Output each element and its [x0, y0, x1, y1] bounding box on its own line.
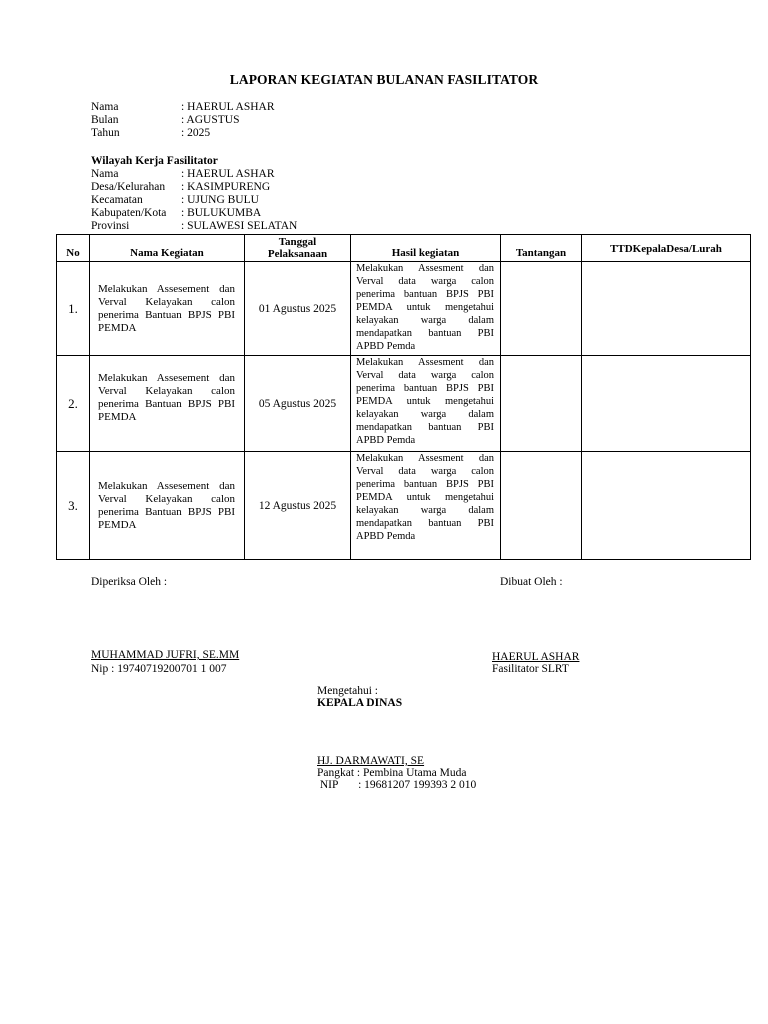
header-tantangan	[501, 235, 582, 262]
row-ttd	[582, 356, 751, 452]
identity-block	[91, 101, 275, 140]
work-area-label: Provinsi	[91, 220, 130, 232]
row-nama-text: Melakukan Assesement dan Verval Kelayakan calon penerima Bantuan BPJS PBI PEMDA	[98, 479, 235, 531]
identity-label: Tahun	[91, 127, 120, 139]
row-ttd	[582, 452, 751, 560]
row-nama-text: Melakukan Assesement dan Verval Kelayakan calon penerima Bantuan BPJS PBI PEMDA	[98, 371, 235, 423]
header-hasil	[351, 235, 501, 262]
table-row	[57, 452, 751, 560]
work-area-label: Kecamatan	[91, 194, 143, 206]
dibuat-name: HAERUL ASHAR	[492, 651, 580, 663]
diperiksa-nip: Nip : 19740719200701 1 007	[91, 663, 227, 675]
mengetahui-label: Mengetahui :	[317, 685, 378, 697]
work-area-label: Kabupaten/Kota	[91, 207, 167, 219]
work-area-value: : SULAWESI SELATAN	[181, 220, 298, 232]
header-tanggal-line1: Tanggal	[278, 236, 317, 248]
row-nama-text: Melakukan Assesement dan Verval Kelayakan calon penerima Bantuan BPJS PBI PEMDA	[98, 282, 235, 334]
table-header-row	[57, 235, 751, 262]
header-ttd-label: TTDKepalaDesa/Lurah	[610, 242, 722, 255]
row-no: 1.	[57, 262, 90, 356]
work-area-row	[91, 207, 297, 220]
dibuat-label: Dibuat Oleh :	[500, 576, 563, 588]
work-area-value: : KASIMPURENG	[181, 181, 271, 193]
row-tanggal: 05 Agustus 2025	[245, 356, 351, 452]
row-hasil	[351, 452, 501, 560]
header-ttd	[582, 235, 751, 262]
row-nama-kegiatan	[90, 356, 245, 452]
header-tanggal-line2: Pelaksanaan	[267, 248, 328, 260]
work-area-value: : UJUNG BULU	[181, 194, 259, 206]
work-area-heading: Wilayah Kerja Fasilitator	[91, 155, 218, 167]
header-no-label: No	[66, 247, 80, 259]
header-nama-kegiatan	[90, 235, 245, 262]
row-tanggal: 01 Agustus 2025	[245, 262, 351, 356]
report-title: LAPORAN KEGIATAN BULANAN FASILITATOR	[229, 72, 539, 87]
mengetahui-name: HJ. DARMAWATI, SE	[317, 755, 425, 767]
row-tantangan	[501, 356, 582, 452]
work-area-value: : HAERUL ASHAR	[181, 168, 275, 180]
work-area-block	[91, 155, 297, 233]
row-hasil-text: Melakukan Assesment dan Verval data warga calon penerima bantuan BPJS PBI PEMDA untuk mengetahui kelayakan warga dalam mendapatkan bantuan PBI APBD Pemda	[356, 263, 494, 352]
header-tanggal	[245, 235, 351, 262]
identity-row-nama	[91, 101, 275, 114]
header-hasil-label: Hasil kegiatan	[391, 247, 460, 259]
identity-row-tahun	[91, 127, 275, 140]
identity-row-bulan	[91, 114, 275, 127]
work-area-label: Desa/Kelurahan	[91, 181, 166, 193]
header-tantangan-label: Tantangan	[515, 247, 567, 259]
row-no: 3.	[57, 452, 90, 560]
row-no: 2.	[57, 356, 90, 452]
row-nama-kegiatan	[90, 262, 245, 356]
row-ttd	[582, 262, 751, 356]
row-hasil-text: Melakukan Assesment dan Verval data warga calon penerima bantuan BPJS PBI PEMDA untuk mengetahui kelayakan warga dalam mendapatkan bantuan PBI APBD Pemda	[356, 357, 494, 446]
row-tantangan	[501, 452, 582, 560]
identity-value: : HAERUL ASHAR	[181, 101, 275, 113]
identity-value: : AGUSTUS	[181, 114, 240, 126]
row-tanggal: 12 Agustus 2025	[245, 452, 351, 560]
activity-table	[56, 234, 751, 560]
table-row	[57, 262, 751, 356]
work-area-row	[91, 220, 297, 233]
identity-label: Nama	[91, 101, 119, 113]
dibuat-role: Fasilitator SLRT	[492, 663, 569, 675]
row-hasil	[351, 356, 501, 452]
diperiksa-name: MUHAMMAD JUFRI, SE.MM	[91, 649, 240, 661]
mengetahui-nip: NIP : 19681207 199393 2 010	[317, 779, 477, 791]
row-hasil-text: Melakukan Assesment dan Verval data warga calon penerima bantuan BPJS PBI PEMDA untuk mengetahui kelayakan warga dalam mendapatkan bantuan PBI APBD Pemda	[356, 453, 494, 542]
row-hasil	[351, 262, 501, 356]
mengetahui-pangkat: Pangkat : Pembina Utama Muda	[317, 767, 467, 779]
work-area-row	[91, 181, 297, 194]
diperiksa-label: Diperiksa Oleh :	[91, 576, 168, 588]
table-row	[57, 356, 751, 452]
row-tantangan	[501, 262, 582, 356]
work-area-label: Nama	[91, 168, 119, 180]
work-area-row	[91, 194, 297, 207]
mengetahui-role: KEPALA DINAS	[317, 697, 403, 709]
identity-value: : 2025	[181, 127, 211, 139]
identity-label: Bulan	[91, 114, 119, 126]
header-no	[57, 235, 90, 262]
work-area-value: : BULUKUMBA	[181, 207, 262, 219]
header-nama-label: Nama Kegiatan	[130, 247, 204, 259]
row-nama-kegiatan	[90, 452, 245, 560]
work-area-row	[91, 168, 297, 181]
